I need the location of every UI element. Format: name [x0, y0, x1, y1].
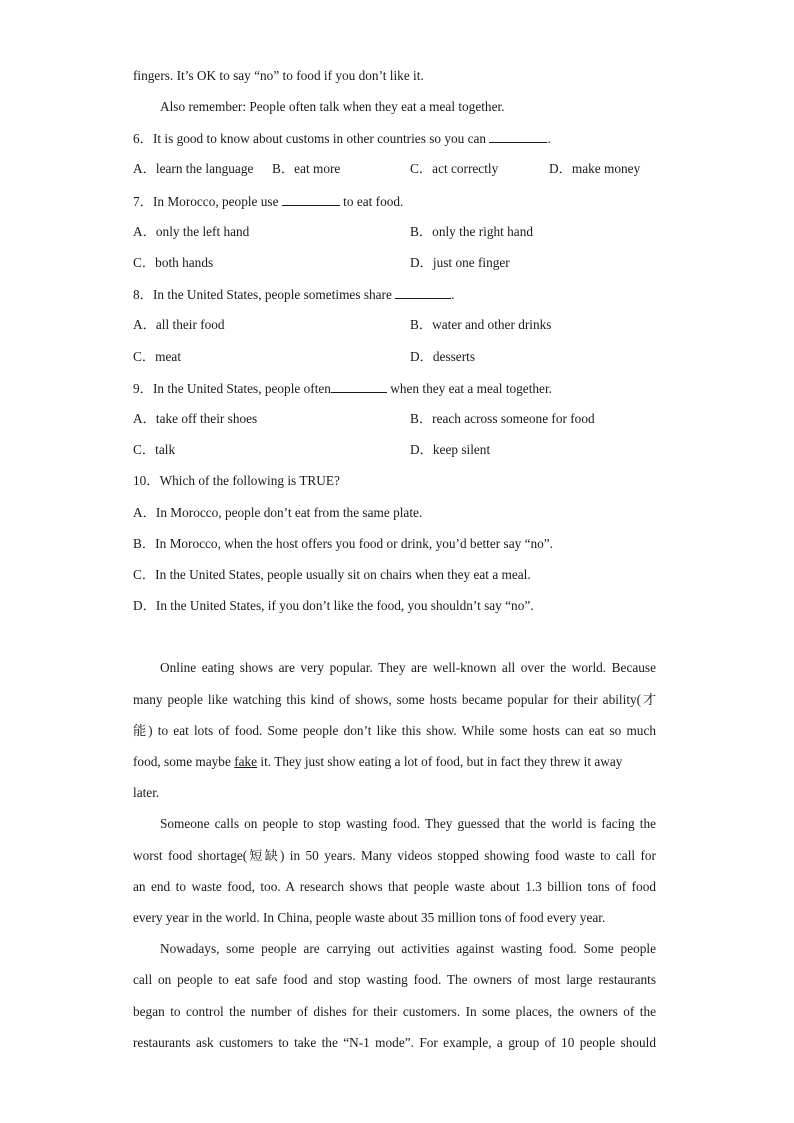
question-text: In the United States, people sometimes share — [152, 287, 396, 302]
answer-blank — [395, 286, 451, 299]
question-8-stem — [133, 286, 455, 303]
q6-option-c[interactable]: C．act correctly — [410, 161, 499, 176]
q6-option-d[interactable]: D．make money — [549, 161, 641, 176]
passage-p2-line-4: every year in the world. In China, people waste about 35 million tons of food every year. — [133, 910, 606, 925]
question-6-stem — [133, 130, 551, 147]
q9-option-c[interactable]: C．talk — [133, 442, 176, 457]
passage-p3-line-2: call on people to eat safe food and stop wasting food. The owners of most large restaurants — [133, 972, 656, 987]
passage-p2-line-1: Someone calls on people to stop wasting food. They guessed that the world is facing the — [160, 816, 656, 831]
q7-option-b[interactable]: B．only the right hand — [410, 224, 533, 239]
q8-option-b[interactable]: B．water and other drinks — [410, 317, 552, 332]
passage-p1-line-1: Online eating shows are very popular. They are well-known all over the world. Because — [160, 660, 656, 675]
q8-option-a[interactable]: A．all their food — [133, 317, 225, 332]
question-text: In Morocco, people use — [152, 194, 282, 209]
question-7-stem — [133, 193, 403, 210]
question-number: 8． — [133, 287, 153, 302]
intro-line-2: Also remember: People often talk when they eat a meal together. — [160, 99, 505, 114]
intro-line-1: fingers. It’s OK to say “no” to food if you don’t like it. — [133, 68, 424, 83]
question-text-end: to eat food. — [339, 194, 404, 209]
q9-option-d[interactable]: D．keep silent — [410, 442, 491, 457]
passage-p2-line-2: worst food shortage(短缺) in 50 years. Many videos stopped showing food waste to call for — [133, 848, 656, 863]
passage-p1-line-2: many people like watching this kind of shows, some hosts became popular for their ability(才 — [133, 692, 656, 707]
passage-p3-line-4: restaurants ask customers to take the “N-1 mode”. For example, a group of 10 people should — [133, 1035, 656, 1050]
question-number: 7． — [133, 194, 153, 209]
q7-option-d[interactable]: D．just one finger — [410, 255, 510, 270]
passage-p1-line-4: food, some maybe fake it. They just show eating a lot of food, but in fact they threw it away — [133, 754, 623, 769]
question-text: In the United States, people often — [152, 381, 331, 396]
passage-p3-line-3: began to control the number of dishes for their customers. In some places, the owners of the — [133, 1004, 656, 1019]
answer-blank — [282, 193, 340, 206]
passage-p1-line-3: 能) to eat lots of food. Some people don’t like this show. While some hosts can eat so much — [133, 723, 656, 738]
q10-option-d[interactable]: D．In the United States, if you don’t like the food, you shouldn’t say “no”. — [133, 598, 534, 613]
question-text-end: when they eat a meal together. — [386, 381, 552, 396]
q7-option-c[interactable]: C．both hands — [133, 255, 214, 270]
question-number: 6． — [133, 131, 153, 146]
question-text: Which of the following is TRUE? — [159, 473, 340, 488]
answer-blank — [489, 130, 547, 143]
q6-option-b[interactable]: B．eat more — [272, 161, 341, 176]
q10-option-c[interactable]: C．In the United States, people usually sit on chairs when they eat a meal. — [133, 567, 531, 582]
question-9-stem — [133, 380, 552, 397]
passage-p3-line-1: Nowadays, some people are carrying out activities against wasting food. Some people — [160, 941, 656, 956]
question-text-end: . — [451, 287, 455, 302]
question-number: 9． — [133, 381, 153, 396]
passage-p1-line-5: later. — [133, 785, 160, 800]
q8-option-c[interactable]: C．meat — [133, 349, 182, 364]
q9-option-a[interactable]: A．take off their shoes — [133, 411, 258, 426]
q10-option-b[interactable]: B．In Morocco, when the host offers you food or drink, you’d better say “no”. — [133, 536, 553, 551]
q10-option-a[interactable]: A．In Morocco, people don’t eat from the same plate. — [133, 505, 423, 520]
question-text-end: . — [547, 131, 551, 146]
q8-option-d[interactable]: D．desserts — [410, 349, 476, 364]
q6-option-a[interactable]: A．learn the language — [133, 161, 254, 176]
q9-option-b[interactable]: B．reach across someone for food — [410, 411, 595, 426]
underlined-word-fake: fake — [234, 754, 258, 769]
question-number: 10． — [133, 473, 160, 488]
passage-p2-line-3: an end to waste food, too. A research shows that people waste about 1.3 billion tons of food — [133, 879, 656, 894]
q7-option-a[interactable]: A．only the left hand — [133, 224, 250, 239]
answer-blank — [331, 380, 387, 393]
question-10-stem — [133, 473, 340, 489]
question-text: It is good to know about customs in other countries so you can — [152, 131, 490, 146]
